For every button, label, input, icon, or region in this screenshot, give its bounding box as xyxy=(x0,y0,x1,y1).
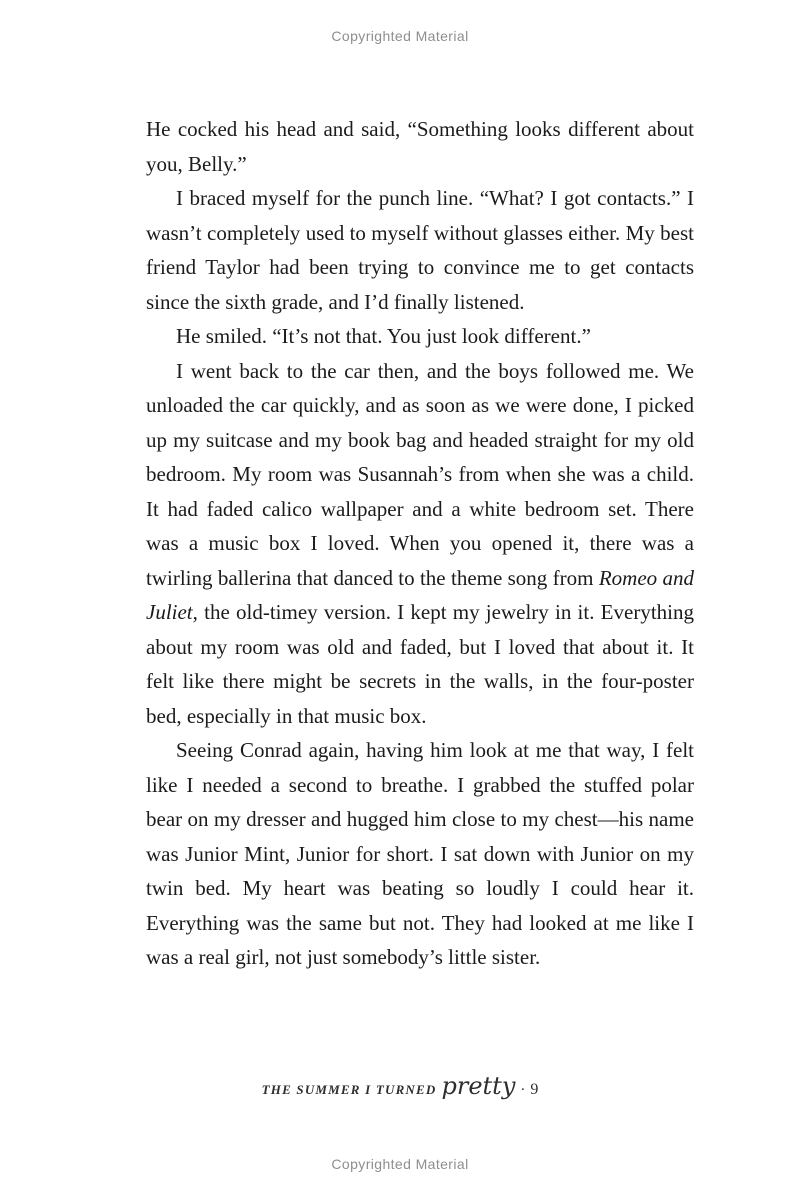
paragraph xyxy=(146,181,694,319)
text-segment: I braced myself for the punch line. “What? I got contacts.” I wasn’t completely used to myself without glasses either. My best friend Taylor had been trying to convince me to get contacts since the sixth grade, and I’d finally listened. xyxy=(146,186,694,314)
text-segment: He smiled. “It’s not that. You just look different.” xyxy=(176,324,591,348)
text-segment: I went back to the car then, and the boys followed me. We unloaded the car quickly, and as soon as we were done, I picked up my suitcase and my book bag and headed straight for my old bedroom. My room was Susannah’s from when she was a child. It had faded calico wallpaper and a white bedroom set. There was a music box I loved. When you opened it, there was a twirling ballerina that danced to the theme song from xyxy=(146,358,694,590)
text-segment: , the old-timey version. I kept my jewelry in it. Everything about my room was old and faded, but I loved that about it. It felt like there might be secrets in the walls, in the four-poster bed, especially in that music box. xyxy=(146,600,694,728)
series-title-script: pretty xyxy=(441,1072,516,1100)
paragraph xyxy=(146,733,694,975)
series-title: THE SUMMER I TURNED xyxy=(261,1082,437,1097)
italic-text: Romeo and Juliet xyxy=(146,565,694,624)
paragraph xyxy=(146,319,694,354)
footer-separator: · xyxy=(520,1082,526,1098)
body-text xyxy=(146,112,694,975)
paragraph xyxy=(146,112,694,181)
copyright-notice-bottom: Copyrighted Material xyxy=(331,1156,469,1172)
text-segment: He cocked his head and said, “Something looks different about you, Belly.” xyxy=(146,117,694,176)
text-segment: Seeing Conrad again, having him look at me that way, I felt like I needed a second to breathe. I grabbed the stuffed polar bear on my dresser and hugged him close to my chest—his name was Junior Mint, Junior for short. I sat down with Junior on my twin bed. My heart was beating so loudly I could hear it. Everything was the same but not. They had looked at me like I was a real girl, not just somebody’s little sister. xyxy=(146,738,694,969)
page-footer xyxy=(0,1072,800,1100)
page-number: 9 xyxy=(530,1081,539,1098)
copyright-notice-top: Copyrighted Material xyxy=(331,28,469,44)
paragraph xyxy=(146,354,694,734)
